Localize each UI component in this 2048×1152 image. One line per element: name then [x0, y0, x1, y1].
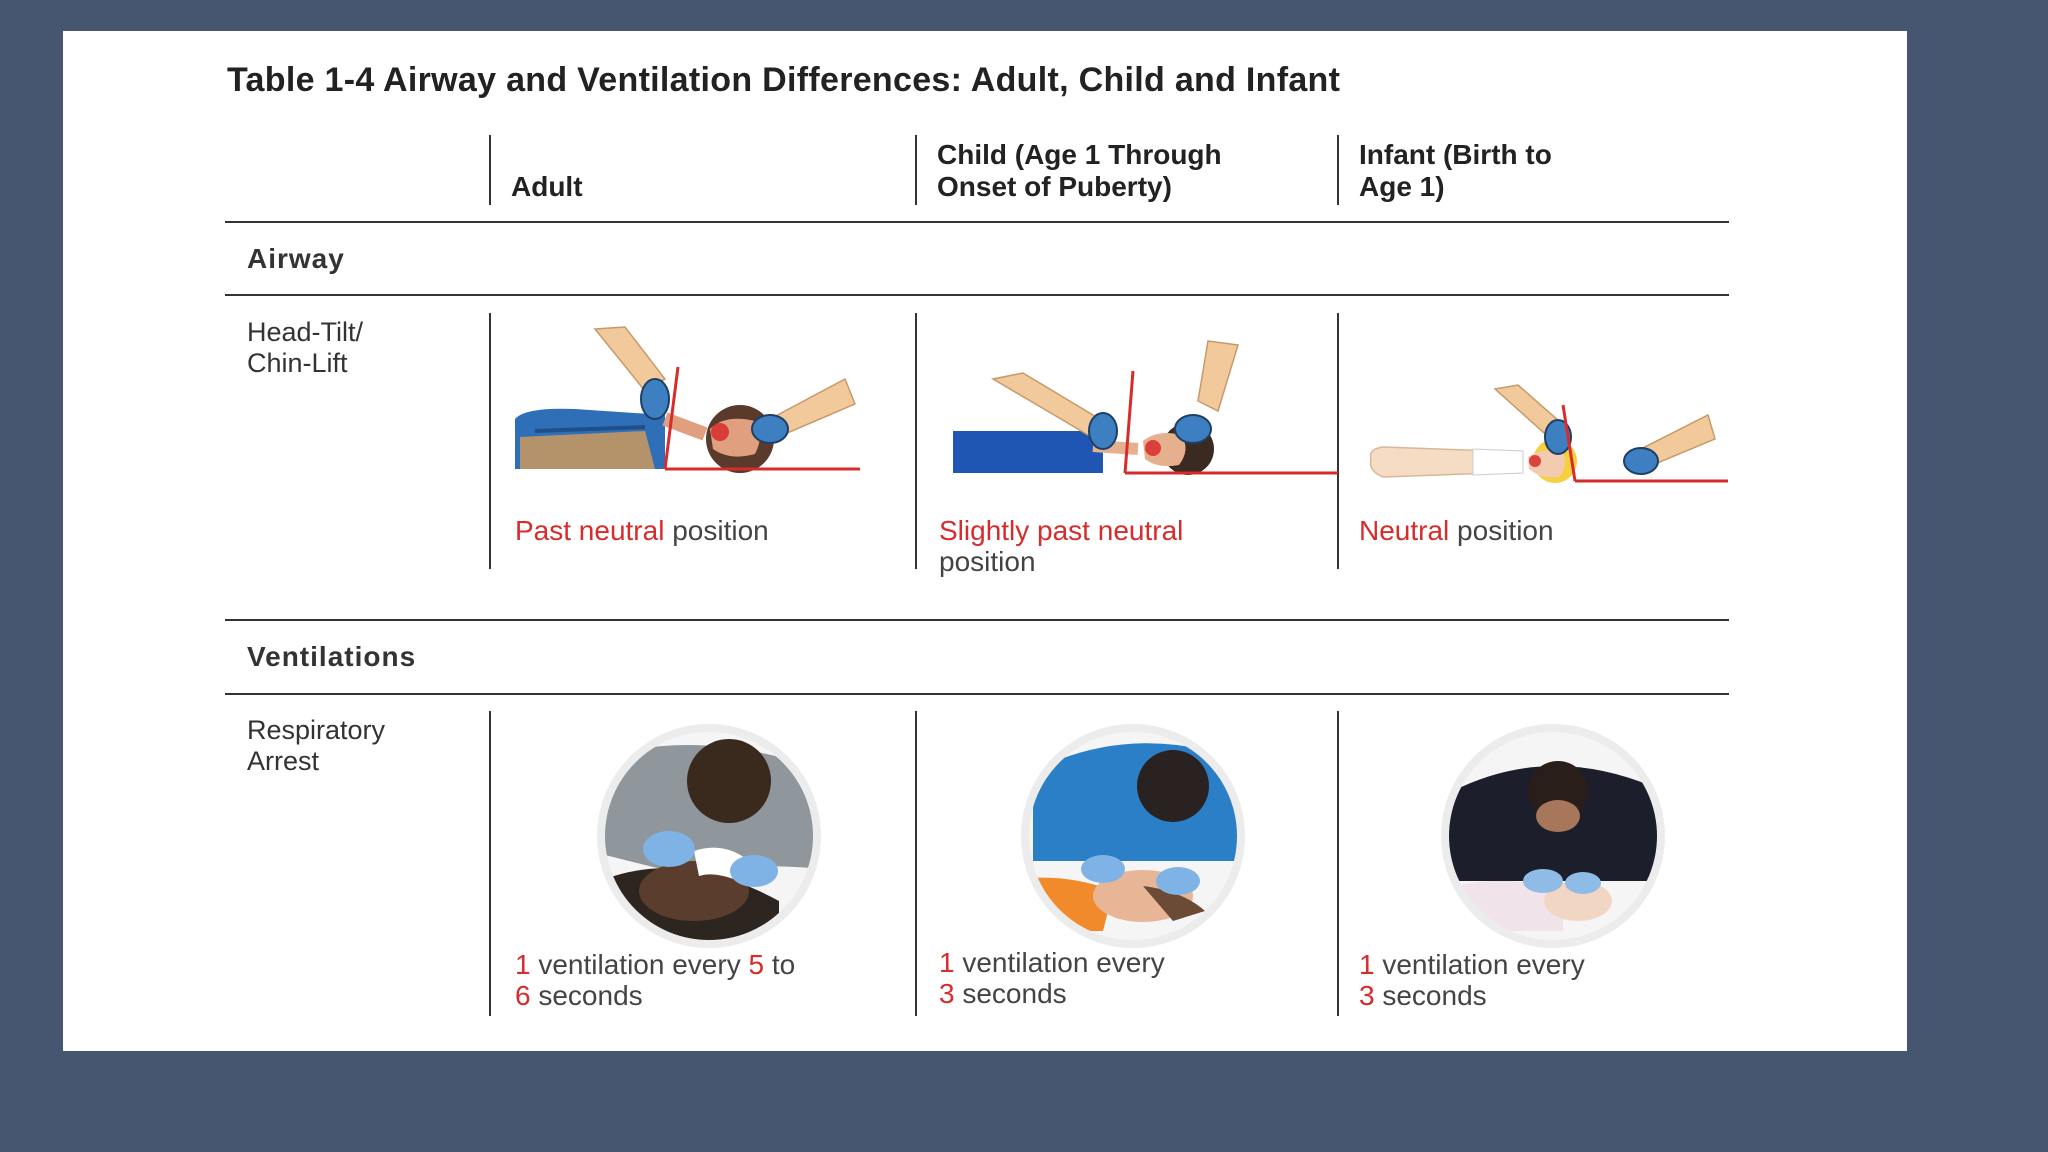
- caption-text: position: [1449, 515, 1554, 546]
- infant-head-tilt-illustration: [1363, 349, 1733, 499]
- column-divider: [1337, 711, 1339, 1016]
- caption-infant-airway: [1359, 515, 1554, 546]
- caption-child-ventilation: [939, 947, 1165, 1009]
- row-label-line: Arrest: [247, 746, 320, 776]
- caption-line: [1359, 949, 1585, 980]
- column-divider: [489, 135, 491, 205]
- column-header-adult: Adult: [511, 171, 583, 202]
- caption-highlight: Neutral: [1359, 515, 1450, 546]
- caption-text: seconds: [954, 978, 1067, 1009]
- caption-line: [515, 980, 795, 1011]
- caption-child-airway: [939, 515, 1183, 577]
- row-label-head-tilt: [247, 317, 363, 379]
- caption-infant-ventilation: [1359, 949, 1585, 1011]
- child-ventilation-photo: [943, 721, 1323, 951]
- table-title: Table 1-4 Airway and Ventilation Differences: Adult, Child and Infant: [227, 61, 1341, 99]
- row-label-line: Respiratory: [247, 715, 386, 745]
- column-divider: [1337, 135, 1339, 205]
- header-rule: [225, 221, 1729, 223]
- caption-text: to: [764, 949, 796, 980]
- header-line: Age 1): [1359, 171, 1445, 202]
- column-divider: [1337, 313, 1339, 569]
- caption-adult-ventilation: [515, 949, 795, 1011]
- rate-number: 3: [1359, 980, 1375, 1011]
- child-head-tilt-illustration: [953, 331, 1333, 501]
- caption-text: position: [939, 546, 1036, 577]
- column-divider: [489, 313, 491, 569]
- column-divider: [915, 711, 917, 1016]
- caption-text: seconds: [1374, 980, 1487, 1011]
- column-header-child: [937, 139, 1222, 203]
- column-divider: [915, 313, 917, 569]
- column-divider: [489, 711, 491, 1016]
- caption-line: [939, 978, 1165, 1009]
- rate-number: 5: [748, 949, 765, 980]
- slide: [63, 31, 1907, 1051]
- rate-number: 1: [515, 949, 531, 980]
- caption-text: ventilation every: [530, 949, 749, 980]
- caption-line: [515, 949, 795, 980]
- rate-number: 1: [939, 947, 955, 978]
- section-rule: [225, 619, 1729, 621]
- header-line: Infant (Birth to: [1359, 139, 1552, 170]
- caption-highlight: Past neutral: [515, 515, 665, 546]
- rate-number: 3: [939, 978, 955, 1009]
- caption-text: ventilation every: [1374, 949, 1585, 980]
- section-airway: Airway: [247, 243, 345, 274]
- adult-ventilation-photo: [519, 721, 899, 951]
- header-line: Child (Age 1 Through: [937, 139, 1222, 170]
- section-rule: [225, 693, 1729, 695]
- rate-number: 1: [1359, 949, 1375, 980]
- rate-number: 6: [515, 980, 531, 1011]
- caption-text: ventilation every: [954, 947, 1165, 978]
- caption-text: seconds: [530, 980, 643, 1011]
- caption-adult-airway: [515, 515, 769, 546]
- adult-head-tilt-illustration: [515, 319, 895, 499]
- caption-line: [939, 947, 1165, 978]
- infant-ventilation-photo: [1363, 721, 1743, 951]
- caption-highlight: Slightly past neutral: [939, 515, 1184, 546]
- column-divider: [915, 135, 917, 205]
- caption-text: position: [664, 515, 769, 546]
- section-rule: [225, 294, 1729, 296]
- header-line: Onset of Puberty): [937, 171, 1172, 202]
- row-label-line: Head-Tilt/: [247, 317, 364, 347]
- column-header-infant: [1359, 139, 1552, 203]
- row-label-respiratory-arrest: [247, 715, 385, 777]
- section-ventilations: Ventilations: [247, 641, 417, 672]
- caption-line: [1359, 980, 1585, 1011]
- row-label-line: Chin-Lift: [247, 348, 348, 378]
